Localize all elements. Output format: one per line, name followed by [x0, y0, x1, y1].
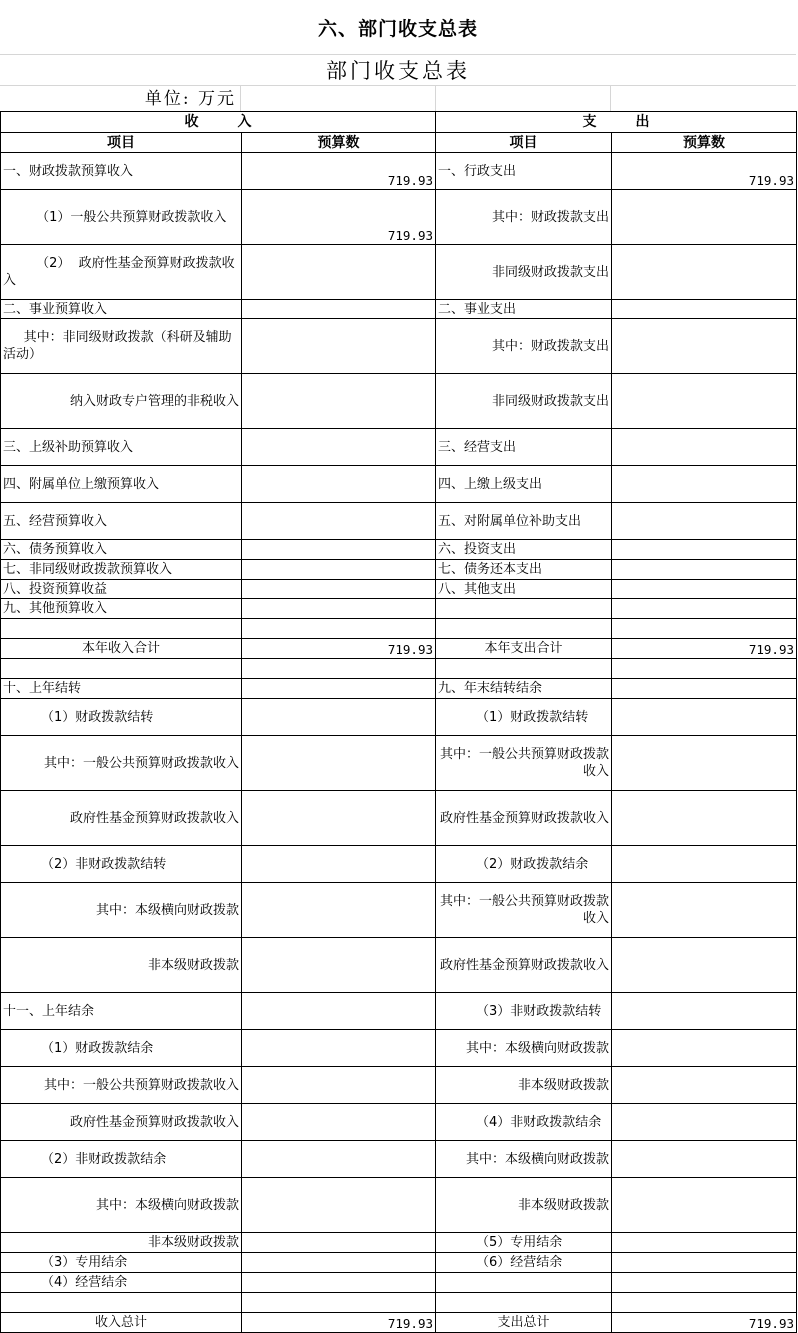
income-item-cell: （1）一般公共预算财政拨款收入 [1, 190, 242, 245]
table-title: 部门收支总表 [0, 55, 796, 86]
unit-label: 单位: 万元 [144, 89, 236, 109]
expense-item-cell: 其中：本级横向财政拨款 [436, 1141, 612, 1178]
table-row [1, 580, 797, 599]
expense-budget-cell [612, 374, 797, 429]
expense-header: 支 出 [436, 112, 797, 133]
income-budget-cell [242, 1233, 436, 1253]
expense-item-cell: 其中：本级横向财政拨款 [436, 1030, 612, 1067]
expense-item-cell [436, 1293, 612, 1313]
table-row [1, 153, 797, 190]
income-item-cell: 七、非同级财政拨款预算收入 [1, 560, 242, 580]
expense-item-cell: 二、事业支出 [436, 300, 612, 319]
table-row [1, 736, 797, 791]
income-item-cell: （1）财政拨款结转 [1, 699, 242, 736]
income-item-cell: 三、上级补助预算收入 [1, 429, 242, 466]
income-item-cell: 五、经营预算收入 [1, 503, 242, 540]
table-row [1, 300, 797, 319]
column-header-row [1, 133, 797, 153]
expense-budget-cell [612, 883, 797, 938]
income-budget-cell [242, 993, 436, 1030]
table-row [1, 319, 797, 374]
expense-budget-cell [612, 1178, 797, 1233]
income-item-cell: 政府性基金预算财政拨款收入 [1, 1104, 242, 1141]
income-budget-cell: 719.93 [242, 153, 436, 190]
table-row [1, 993, 797, 1030]
expense-budget-cell: 719.93 [612, 1313, 797, 1333]
income-budget-cell [242, 791, 436, 846]
table-row [1, 374, 797, 429]
income-item-cell [1, 659, 242, 679]
expense-budget-cell [612, 1030, 797, 1067]
table-row [1, 429, 797, 466]
table-row [1, 1104, 797, 1141]
income-item-cell: 非本级财政拨款 [1, 938, 242, 993]
table-row [1, 679, 797, 699]
expense-item-cell: （4）非财政拨款结余 [436, 1104, 612, 1141]
expense-budget-cell [612, 993, 797, 1030]
table-row [1, 699, 797, 736]
income-item-cell: 十一、上年结余 [1, 993, 242, 1030]
expense-item-cell: 非同级财政拨款支出 [436, 374, 612, 429]
income-budget-cell [242, 1067, 436, 1104]
income-budget-cell [242, 679, 436, 699]
gridline [240, 86, 241, 111]
income-budget-cell [242, 466, 436, 503]
table-row [1, 1293, 797, 1313]
income-item-cell: 其中：本级横向财政拨款 [1, 883, 242, 938]
table-row [1, 1030, 797, 1067]
expense-item-cell: 一、行政支出 [436, 153, 612, 190]
expense-item-cell [436, 599, 612, 619]
expense-budget-cell [612, 699, 797, 736]
income-item-cell: 四、附属单位上缴预算收入 [1, 466, 242, 503]
income-item-cell: 非本级财政拨款 [1, 1233, 242, 1253]
income-item-cell: 收入总计 [1, 1313, 242, 1333]
expense-budget-cell [612, 190, 797, 245]
expense-item-cell: 本年支出合计 [436, 639, 612, 659]
expense-item-cell: 非本级财政拨款 [436, 1178, 612, 1233]
gridline [435, 86, 436, 111]
income-item-cell: （4）经营结余 [1, 1273, 242, 1293]
income-item-cell: 六、债务预算收入 [1, 540, 242, 560]
expense-budget-cell [612, 938, 797, 993]
expense-budget-cell [612, 1293, 797, 1313]
income-item-cell: （2）非财政拨款结转 [1, 846, 242, 883]
income-item-cell: 其中：一般公共预算财政拨款收入 [1, 1067, 242, 1104]
income-item-cell: 十、上年结转 [1, 679, 242, 699]
table-row [1, 1067, 797, 1104]
income-budget-cell [242, 599, 436, 619]
expense-budget-cell [612, 300, 797, 319]
expense-item-cell: 非同级财政拨款支出 [436, 245, 612, 300]
income-budget-cell [242, 1178, 436, 1233]
table-row [1, 1178, 797, 1233]
income-expense-table [0, 111, 797, 1333]
income-item-cell: （3）专用结余 [1, 1253, 242, 1273]
income-item-cell [1, 619, 242, 639]
expense-budget-cell [612, 503, 797, 540]
income-budget-cell [242, 699, 436, 736]
income-item-cell: （2） 政府性基金预算财政拨款收入 [1, 245, 242, 300]
expense-item-cell: 其中：一般公共预算财政拨款收入 [436, 736, 612, 791]
table-row [1, 846, 797, 883]
expense-item-cell [436, 619, 612, 639]
expense-item-cell [436, 659, 612, 679]
expense-budget-cell: 719.93 [612, 639, 797, 659]
table-row [1, 639, 797, 659]
income-budget-cell: 719.93 [242, 639, 436, 659]
expense-item-cell: 六、投资支出 [436, 540, 612, 560]
income-budget-cell [242, 580, 436, 599]
table-row [1, 938, 797, 993]
expense-budget-cell [612, 619, 797, 639]
expense-item-cell: 其中：一般公共预算财政拨款收入 [436, 883, 612, 938]
income-budget-cell [242, 938, 436, 993]
expense-item-cell: （5）专用结余 [436, 1233, 612, 1253]
expense-item-cell: 四、上缴上级支出 [436, 466, 612, 503]
expense-item-cell: （3）非财政拨款结转 [436, 993, 612, 1030]
expense-budget-cell [612, 540, 797, 560]
expense-item-cell: 支出总计 [436, 1313, 612, 1333]
income-item-cell: 一、财政拨款预算收入 [1, 153, 242, 190]
table-row [1, 1313, 797, 1333]
unit-row [0, 86, 796, 111]
expense-item-cell: 政府性基金预算财政拨款收入 [436, 791, 612, 846]
expense-budget-cell [612, 319, 797, 374]
expense-item-cell: 九、年末结转结余 [436, 679, 612, 699]
expense-item-cell: 七、债务还本支出 [436, 560, 612, 580]
table-row [1, 1233, 797, 1253]
expense-item-cell [436, 1273, 612, 1293]
gridline [610, 86, 611, 111]
income-budget-cell: 719.93 [242, 190, 436, 245]
income-budget-cell [242, 374, 436, 429]
expense-item-header: 项目 [436, 133, 612, 153]
table-row [1, 1141, 797, 1178]
expense-budget-cell [612, 1067, 797, 1104]
expense-item-cell: 其中：财政拨款支出 [436, 190, 612, 245]
income-budget-cell [242, 300, 436, 319]
table-row [1, 560, 797, 580]
income-item-cell: 二、事业预算收入 [1, 300, 242, 319]
expense-item-cell: （1）财政拨款结转 [436, 699, 612, 736]
expense-budget-cell [612, 1273, 797, 1293]
expense-budget-cell [612, 466, 797, 503]
expense-item-cell: 非本级财政拨款 [436, 1067, 612, 1104]
income-item-cell: 本年收入合计 [1, 639, 242, 659]
expense-item-cell: 五、对附属单位补助支出 [436, 503, 612, 540]
income-item-cell: 其中：一般公共预算财政拨款收入 [1, 736, 242, 791]
table-row [1, 619, 797, 639]
income-item-cell: 政府性基金预算财政拨款收入 [1, 791, 242, 846]
table-row [1, 791, 797, 846]
expense-item-cell: （2）财政拨款结余 [436, 846, 612, 883]
expense-budget-cell [612, 580, 797, 599]
expense-budget-cell [612, 659, 797, 679]
income-item-cell: 纳入财政专户管理的非税收入 [1, 374, 242, 429]
table-row [1, 659, 797, 679]
table-row [1, 503, 797, 540]
income-budget-cell [242, 560, 436, 580]
income-budget-cell [242, 1104, 436, 1141]
income-budget-cell: 719.93 [242, 1313, 436, 1333]
expense-budget-cell [612, 736, 797, 791]
expense-item-cell: 三、经营支出 [436, 429, 612, 466]
expense-budget-cell [612, 429, 797, 466]
income-item-cell: （1）财政拨款结余 [1, 1030, 242, 1067]
income-budget-cell [242, 540, 436, 560]
income-item-cell [1, 1293, 242, 1313]
income-budget-cell [242, 1141, 436, 1178]
income-budget-cell [242, 883, 436, 938]
expense-budget-cell [612, 599, 797, 619]
expense-budget-cell [612, 1233, 797, 1253]
income-budget-cell [242, 429, 436, 466]
income-header: 收 入 [1, 112, 436, 133]
table-row [1, 540, 797, 560]
income-budget-cell [242, 619, 436, 639]
income-budget-cell [242, 245, 436, 300]
income-budget-cell [242, 736, 436, 791]
expense-item-cell: 八、其他支出 [436, 580, 612, 599]
income-budget-cell [242, 846, 436, 883]
income-budget-cell [242, 503, 436, 540]
income-item-cell: 其中：本级横向财政拨款 [1, 1178, 242, 1233]
expense-budget-cell [612, 791, 797, 846]
expense-budget-cell [612, 560, 797, 580]
expense-budget-cell [612, 245, 797, 300]
expense-budget-cell: 719.93 [612, 153, 797, 190]
table-row [1, 599, 797, 619]
expense-budget-cell [612, 1104, 797, 1141]
table-row [1, 1273, 797, 1293]
income-item-cell: 其中：非同级财政拨款（科研及辅助活动） [1, 319, 242, 374]
expense-item-cell: 政府性基金预算财政拨款收入 [436, 938, 612, 993]
expense-budget-cell [612, 846, 797, 883]
income-budget-cell [242, 1253, 436, 1273]
expense-budget-cell [612, 679, 797, 699]
expense-budget-cell [612, 1141, 797, 1178]
income-budget-cell [242, 659, 436, 679]
income-budget-cell [242, 1293, 436, 1313]
expense-item-cell: （6）经营结余 [436, 1253, 612, 1273]
income-budget-cell [242, 1273, 436, 1293]
income-item-cell: 八、投资预算收益 [1, 580, 242, 599]
section-header-row [1, 112, 797, 133]
sheet-title: 六、部门收支总表 [0, 0, 796, 55]
income-budget-cell [242, 319, 436, 374]
income-budget-cell [242, 1030, 436, 1067]
table-row [1, 190, 797, 245]
table-row [1, 1253, 797, 1273]
income-item-cell: （2）非财政拨款结余 [1, 1141, 242, 1178]
income-item-cell: 九、其他预算收入 [1, 599, 242, 619]
table-row [1, 883, 797, 938]
expense-item-cell: 其中：财政拨款支出 [436, 319, 612, 374]
table-row [1, 245, 797, 300]
expense-budget-header: 预算数 [612, 133, 797, 153]
income-budget-header: 预算数 [242, 133, 436, 153]
expense-budget-cell [612, 1253, 797, 1273]
income-item-header: 项目 [1, 133, 242, 153]
table-row [1, 466, 797, 503]
